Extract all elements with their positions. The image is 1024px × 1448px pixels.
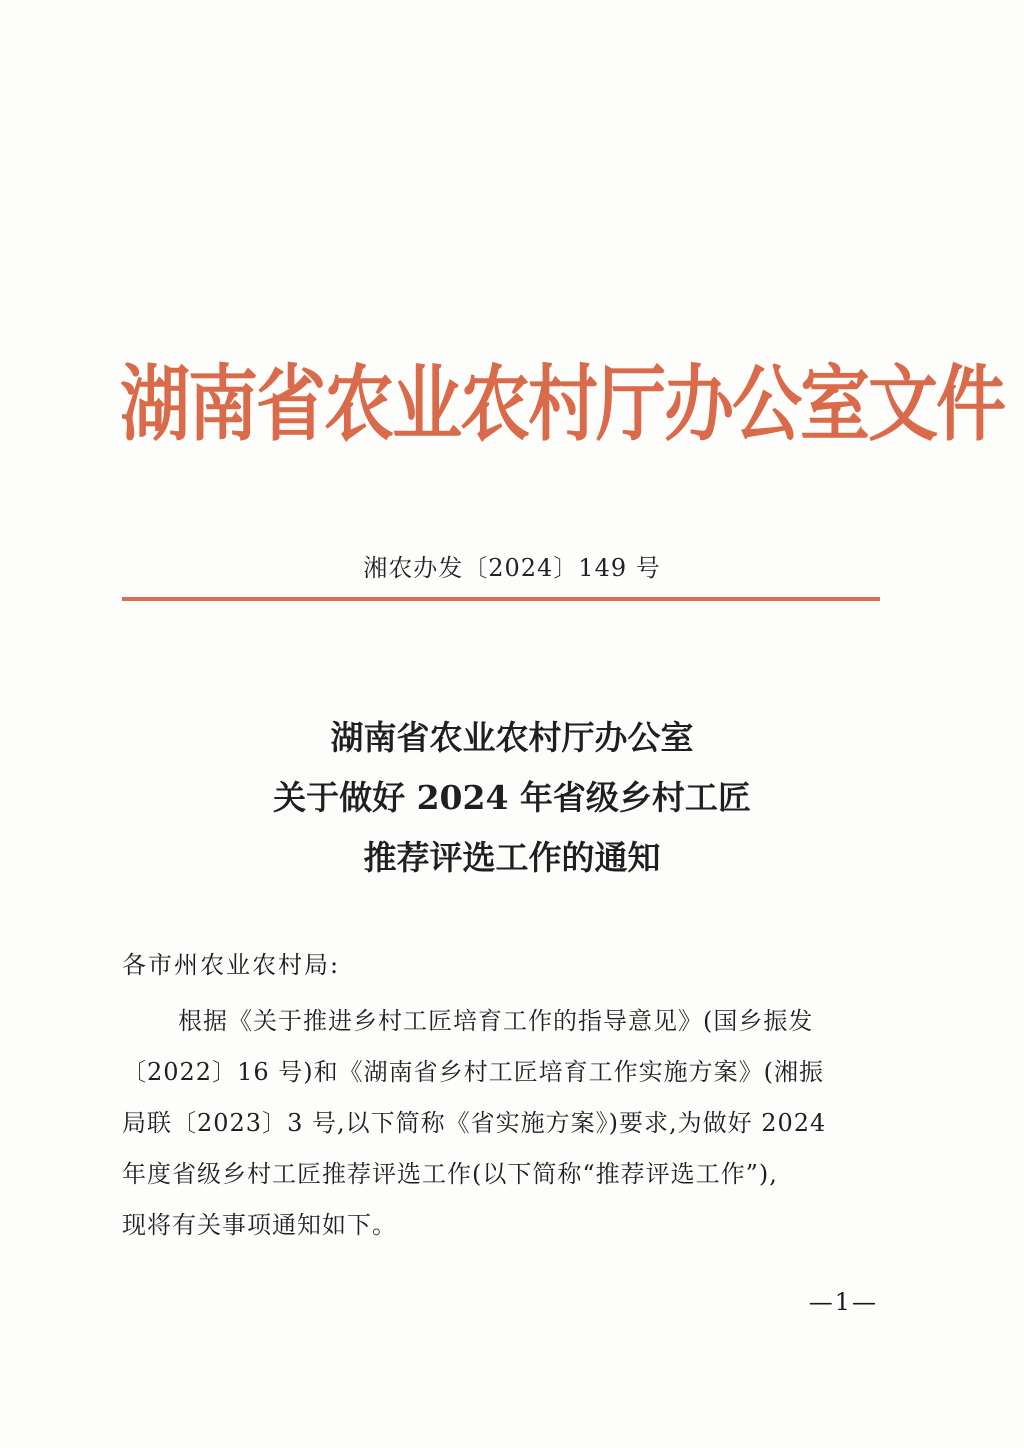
notice-title-line: 湖南省农业农村厅办公室 <box>330 718 694 757</box>
red-divider-line <box>122 597 880 601</box>
document-number: 湘农办发〔2024〕149 号 <box>363 554 661 582</box>
body-line: 〔2022〕16 号)和《湖南省乡村工匠培育工作实施方案》(湘振 <box>122 1058 824 1086</box>
body-line: 根据《关于推进乡村工匠培育工作的指导意见》(国乡振发 <box>178 1007 814 1035</box>
notice-title-line: 推荐评选工作的通知 <box>363 838 661 877</box>
body-line: 现将有关事项通知如下。 <box>122 1211 397 1239</box>
notice-title-line: 关于做好 2024 年省级乡村工匠 <box>273 778 751 817</box>
body-line: 年度省级乡村工匠推荐评选工作(以下简称“推荐评选工作”), <box>122 1160 778 1188</box>
body-line: 局联〔2023〕3 号,以下简称《省实施方案》)要求,为做好 2024 <box>122 1109 827 1137</box>
addressee: 各市州农业农村局: <box>122 951 341 979</box>
page-number: —1— <box>808 1288 878 1316</box>
body-paragraph <box>122 996 880 1251</box>
issuing-authority-header: 湖南省农业农村厅办公室文件 <box>120 355 1004 453</box>
notice-title <box>120 708 904 888</box>
